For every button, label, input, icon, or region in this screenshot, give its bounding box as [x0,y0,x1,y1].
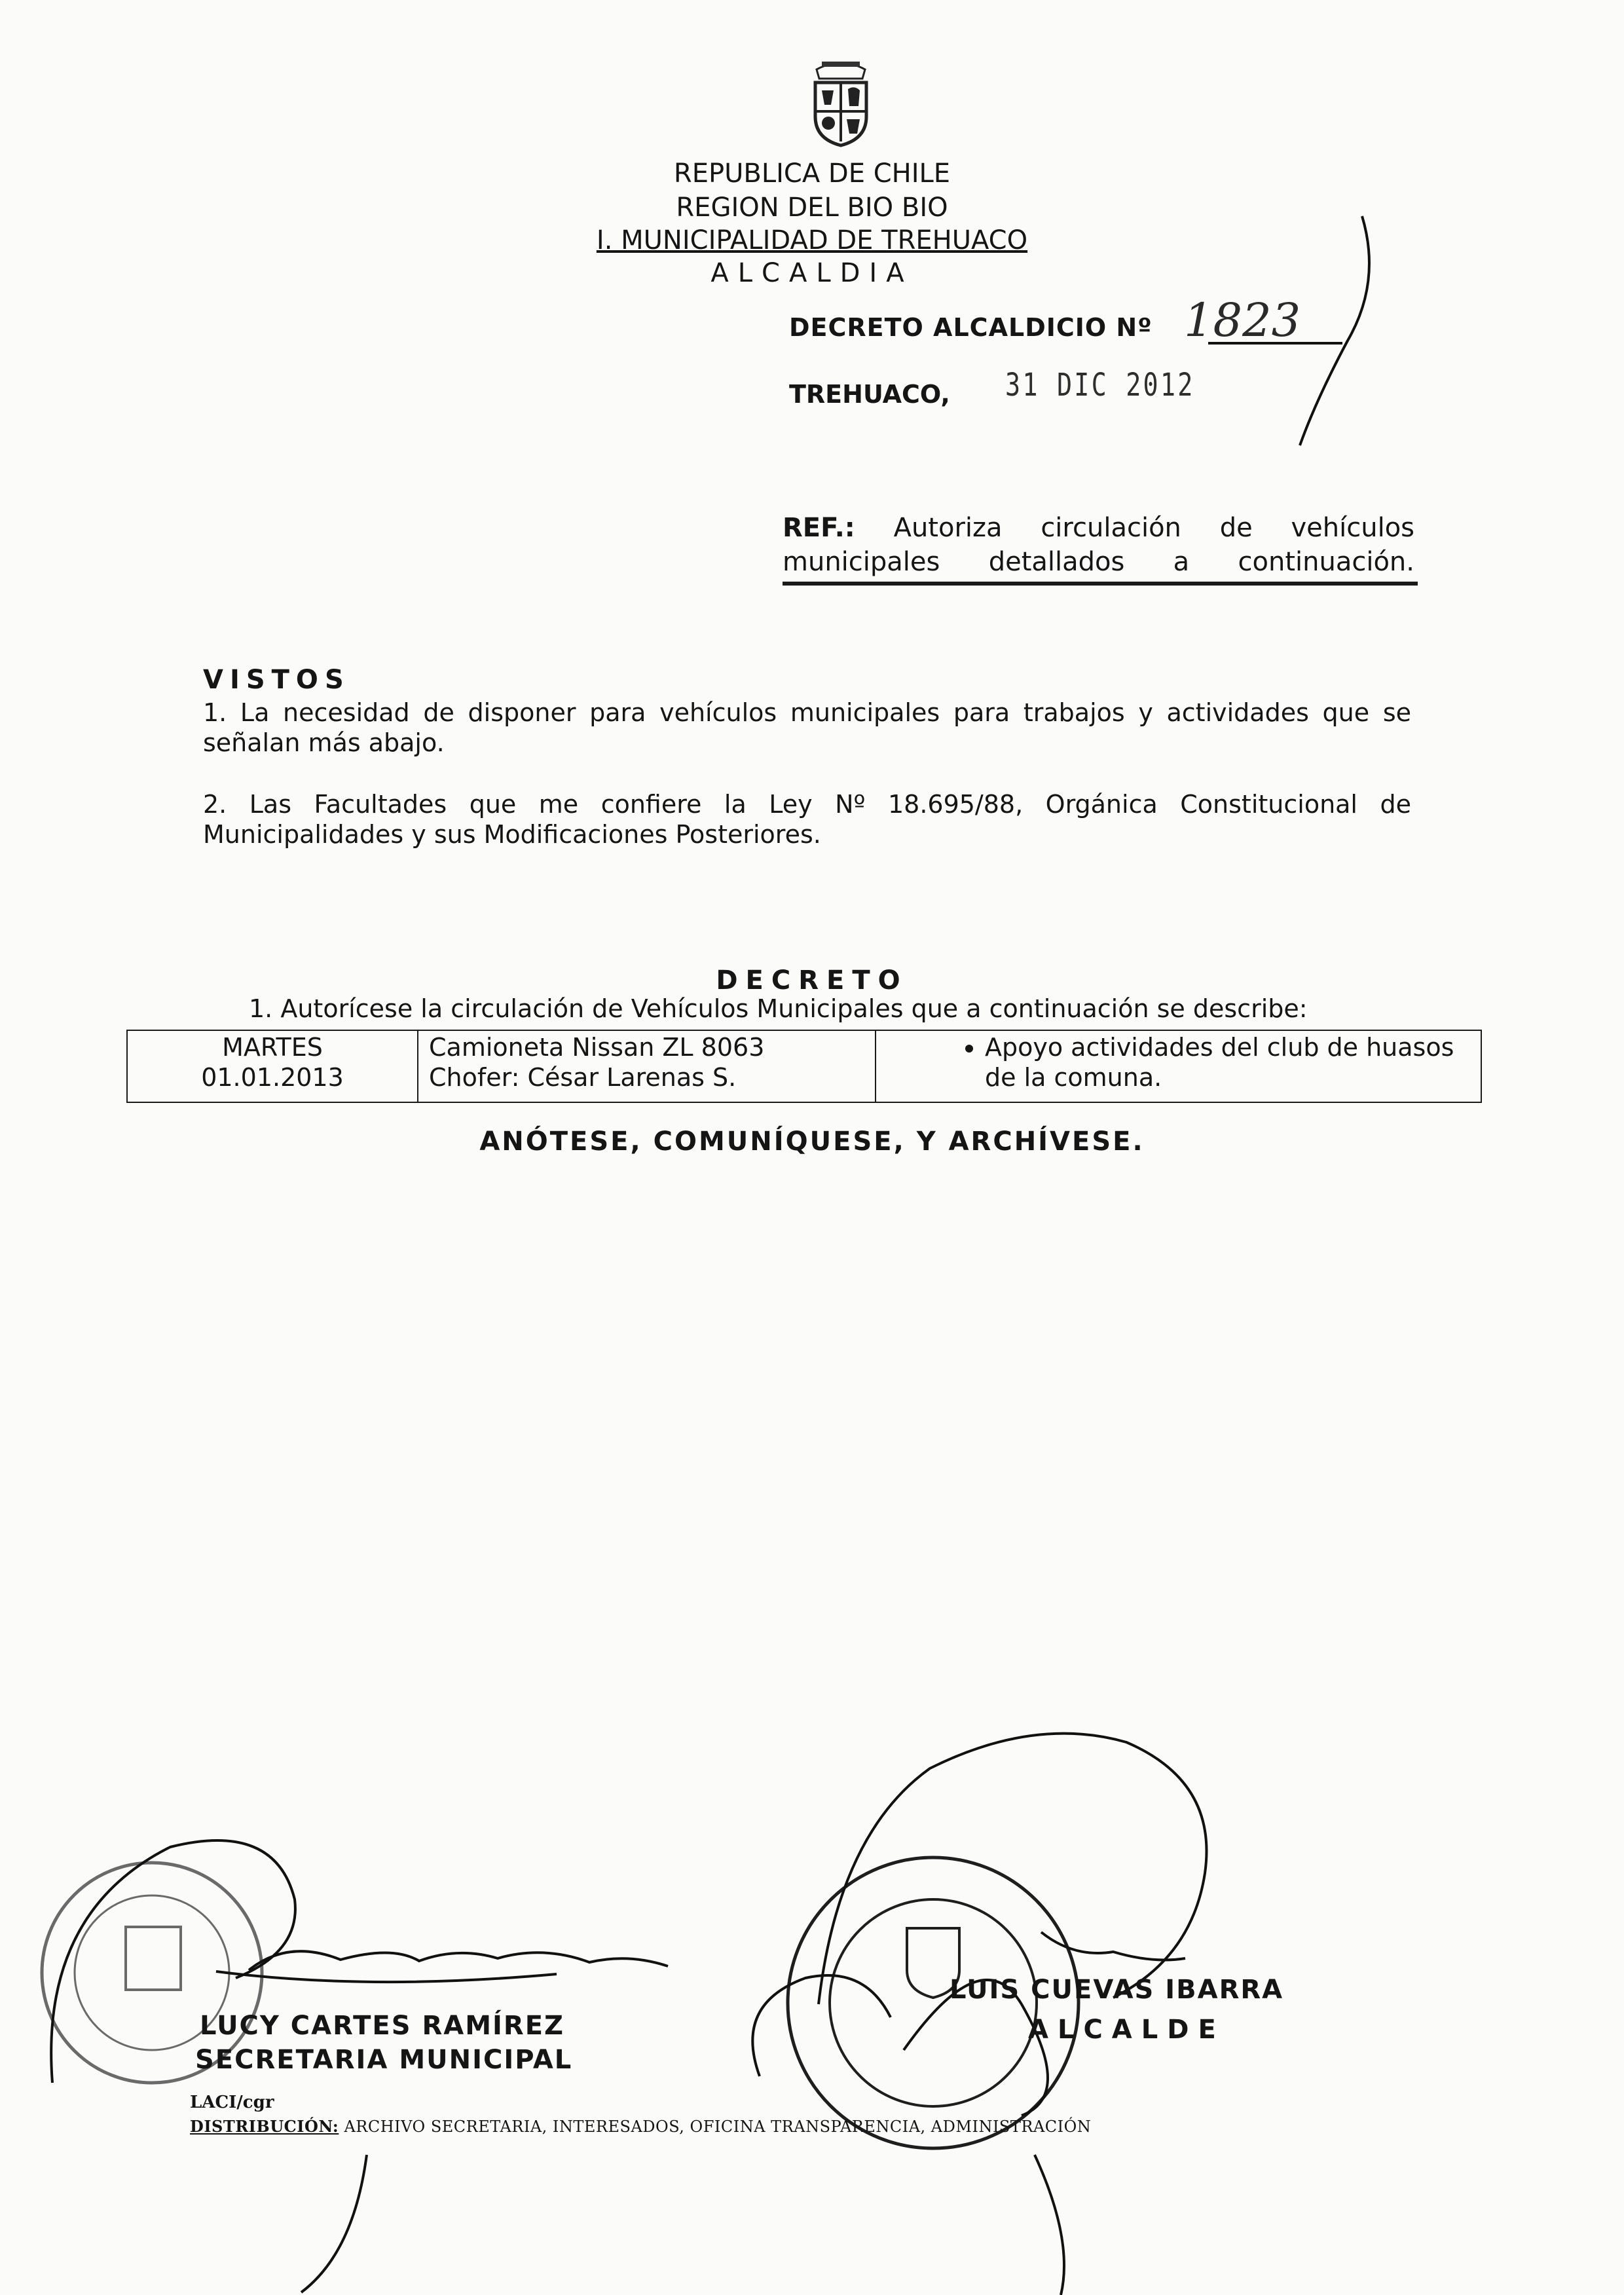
reference-label: REF.: [783,513,855,543]
vistos-item-1: 1. La necesidad de disponer para vehículos municipales para trabajos y actividades que se señalan más abajo. [203,698,1411,757]
header-region: REGION DEL BIO BIO [676,193,948,223]
vistos-item-2: 2. Las Facultades que me confiere la Ley Nº 18.695/88, Orgánica Constitucional de Municipalidades y sus Modificaciones Posteriores. [203,790,1411,849]
decree-place: TREHUACO, [789,380,950,409]
table-day: MARTES [222,1033,323,1062]
footer-initials: LACI/cgr [190,2093,274,2112]
vehicle-table [126,1030,1482,1103]
header-alcaldia: ALCALDIA [710,258,913,288]
header-municipality: I. MUNICIPALIDAD DE TREHUACO [596,225,1028,255]
table-driver: Chofer: César Larenas S. [429,1063,737,1092]
header-republic: REPUBLICA DE CHILE [673,159,951,189]
reference-underline [783,582,1418,586]
mayor-title: ALCALDE [1028,2015,1225,2045]
reference-block [783,511,1414,579]
secretary-title: SECRETARIA MUNICIPAL [195,2045,573,2075]
table-cell-activity [876,1030,1481,1102]
closing-formula: ANÓTESE, COMUNÍQUESE, Y ARCHÍVESE. [479,1127,1145,1157]
table-vehicle: Camioneta Nissan ZL 8063 [429,1033,765,1062]
distribution-label: DISTRIBUCIÓN: [190,2117,339,2136]
decreto-heading: DECRETO [716,965,908,996]
table-row [127,1030,1481,1102]
vistos-heading: VISTOS [203,665,350,695]
secretary-name: LUCY CARTES RAMÍREZ [200,2011,565,2041]
table-cell-vehicle [418,1030,876,1102]
decree-number-label: DECRETO ALCALDICIO Nº [789,313,1153,342]
decree-number-handwritten: 1823 [1184,293,1301,347]
table-activity: • Apoyo actividades del club de huasos de la comuna. [985,1032,1470,1092]
table-cell-date [127,1030,418,1102]
footer-distribution [190,2117,1091,2136]
decreto-item-1: 1. Autorícese la circulación de Vehículos Municipales que a continuación se describe: [249,994,1308,1023]
table-date: 01.01.2013 [201,1063,344,1092]
distribution-text: ARCHIVO SECRETARIA, INTERESADOS, OFICINA TRANSPARENCIA, ADMINISTRACIÓN [344,2118,1092,2136]
municipal-crest-icon [802,56,879,148]
reference-text: Autoriza circulación de vehículos municipales detallados a continuación. [783,513,1415,577]
mayor-name: LUIS CUEVAS IBARRA [950,1975,1284,2005]
decree-date-stamp: 31 DIC 2012 [1005,367,1195,403]
